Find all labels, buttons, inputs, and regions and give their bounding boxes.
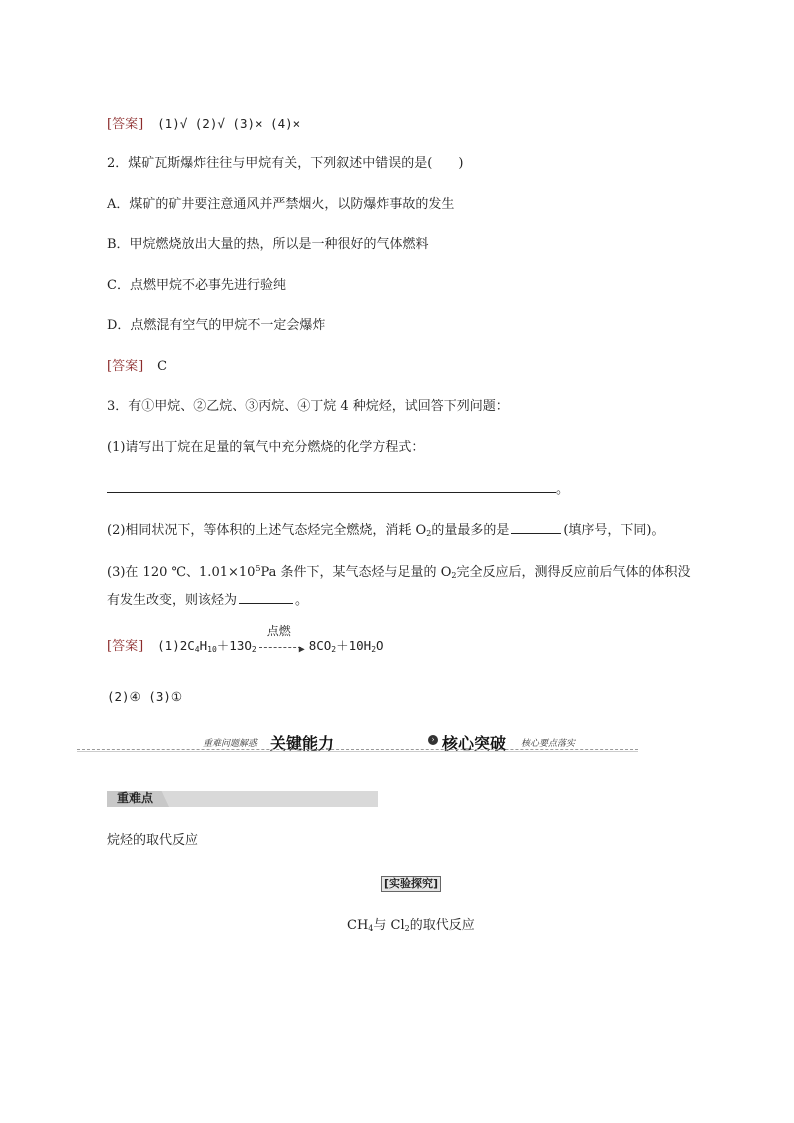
question-3-stem: 3．有①甲烷、②乙烷、③丙烷、④丁烷 4 种烷烃，试回答下列问题：	[107, 399, 509, 414]
q3-part2-text-a: (2)相同状况下，等体积的上述气态烃完全燃烧，消耗 O	[107, 523, 427, 538]
eq-part: (1)2C	[157, 638, 195, 653]
banner-title-1: 关键能力	[270, 734, 335, 753]
section-banner	[77, 731, 638, 753]
eq-part: 8CO	[308, 638, 332, 653]
subscript: 2	[426, 529, 432, 538]
subscript: 10	[207, 645, 217, 654]
answer-label: [答案]	[107, 359, 144, 374]
q3-part3-text-d: 有发生改变，则该烃为	[107, 593, 238, 608]
q1-answer	[107, 115, 300, 134]
period: 。	[295, 593, 309, 608]
q3-answer-2: (2)④ (3)①	[107, 689, 183, 704]
q2-answer	[107, 358, 167, 376]
option-d: D．点燃混有空气的甲烷不一定会爆炸	[107, 318, 326, 333]
answer-blank[interactable]	[239, 590, 293, 604]
subscript: 2	[331, 645, 337, 654]
section-title: 烷烃的取代反应	[107, 833, 199, 848]
subscript: 2	[371, 645, 377, 654]
subscript: 4	[194, 645, 200, 654]
q3-part2-text-b: 的量最多的是	[431, 523, 510, 538]
section-tab-label: 重难点	[117, 791, 154, 805]
question-2-stem: 2．煤矿瓦斯爆炸往往与甲烷有关，下列叙述中错误的是( )	[107, 156, 464, 171]
banner-right-caption: 核心要点落实	[521, 739, 576, 749]
q3-part3-text-c: 完全反应后，测得反应前后气体的体积没	[456, 565, 691, 580]
divider	[77, 749, 638, 750]
subscript: 2	[451, 571, 457, 580]
title-part: 与 Cl	[373, 918, 405, 933]
divider	[77, 751, 638, 752]
period: 。	[556, 482, 570, 497]
title-part: CH	[347, 918, 369, 933]
option-b: B．甲烷燃烧放出大量的热，所以是一种很好的气体燃料	[107, 237, 429, 252]
subscript: 2	[404, 924, 410, 933]
eq-part: O	[376, 638, 384, 653]
q3-part2	[107, 520, 664, 543]
q3-part3-text-a: (3)在 120 ℃、1.01×10	[107, 565, 256, 580]
experiment-title	[347, 914, 475, 933]
answer-label: [答案]	[107, 117, 144, 132]
answer-text: (1)√ (2)√ (3)× (4)×	[157, 116, 301, 131]
banner-title-2: 核心突破	[442, 734, 507, 753]
reaction-arrow: 点燃 ▶	[259, 640, 307, 654]
chemical-equation	[157, 623, 384, 655]
title-part: 的取代反应	[409, 918, 475, 933]
q3-part3-text-b: Pa 条件下，某气态烃与足量的 O	[260, 565, 452, 580]
superscript: 5	[255, 564, 261, 573]
option-a: A．煤矿的矿井要注意通风并严禁烟火，以防爆炸事故的发生	[107, 197, 455, 212]
reaction-condition: 点燃	[266, 623, 291, 638]
q3-part3-line2	[107, 590, 308, 610]
section-tab-bar	[107, 791, 378, 807]
eq-part: ＋13O	[216, 638, 252, 653]
answer-text: C	[157, 359, 168, 374]
banner-left-caption: 重难问题解惑	[203, 739, 258, 749]
q3-part1: (1)请写出丁烷在足量的氧气中充分燃烧的化学方程式：	[107, 440, 425, 455]
answer-blank[interactable]	[107, 479, 556, 493]
eq-part: H	[199, 638, 208, 653]
subscript: 2	[251, 645, 257, 654]
subscript: 4	[368, 924, 374, 933]
answer-blank[interactable]	[511, 520, 561, 534]
eq-part: ＋10H	[336, 638, 372, 653]
q3-part2-text-c: (填序号，下同)。	[563, 523, 665, 538]
answer-label: [答案]	[107, 639, 144, 654]
experiment-tag: [实验探究]	[381, 876, 441, 892]
q3-part1-blank-line	[107, 479, 569, 499]
q3-part3	[107, 560, 690, 585]
q3-answer	[107, 623, 384, 659]
option-c: C．点燃甲烷不必事先进行验纯	[107, 278, 286, 293]
chevron-right-icon: ›	[428, 735, 438, 745]
